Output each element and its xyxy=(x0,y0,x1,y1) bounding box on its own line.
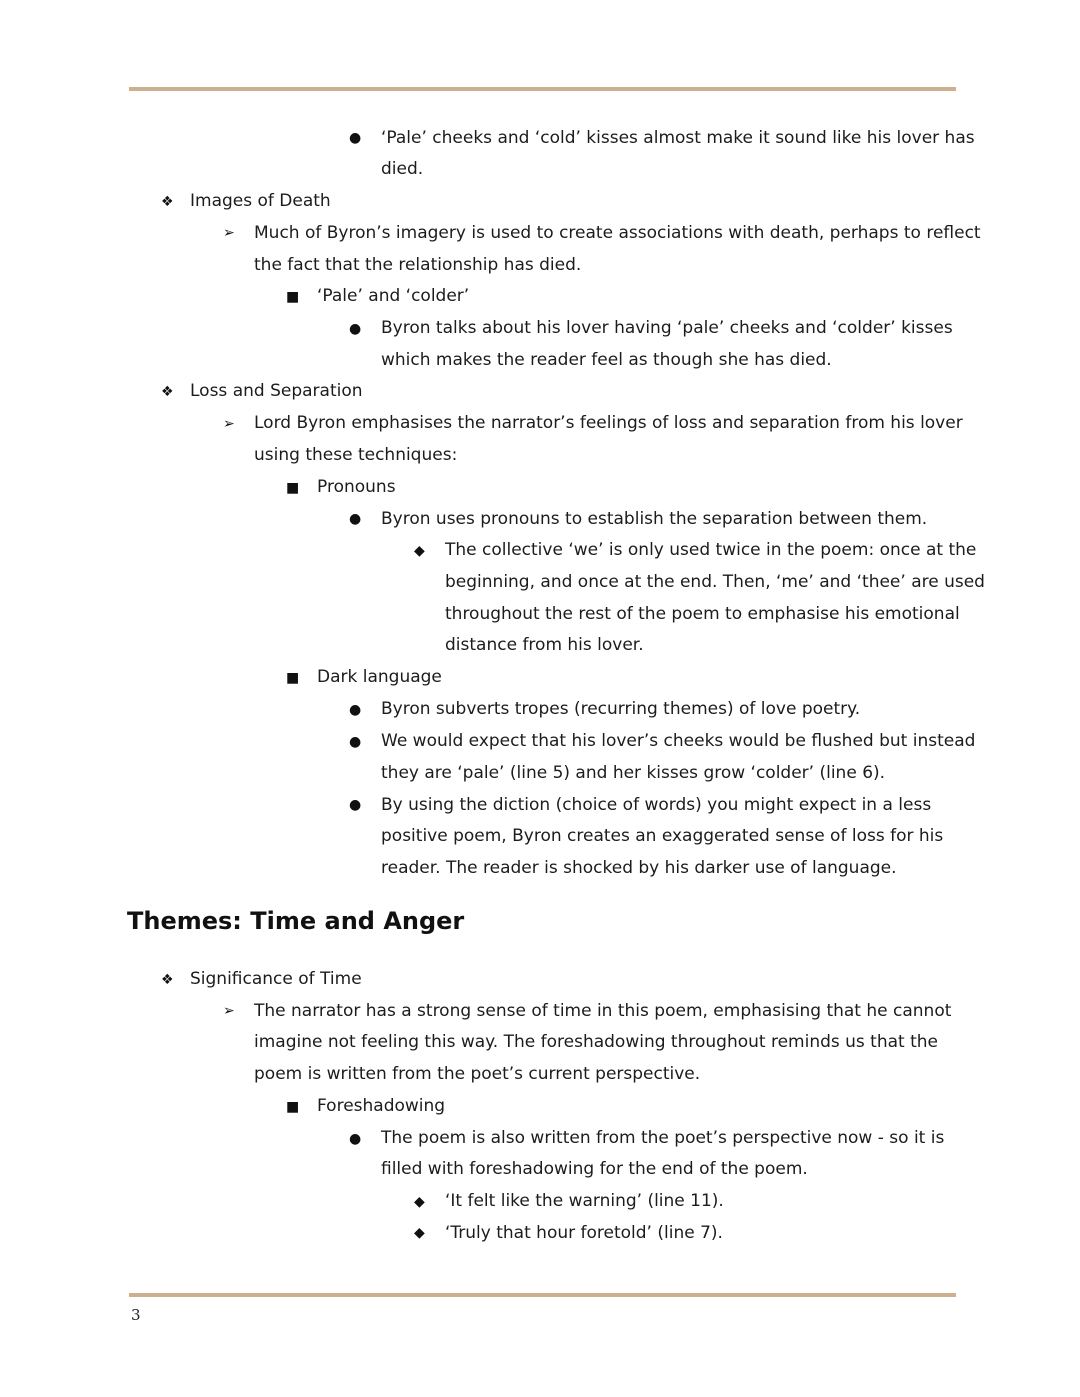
text-line: By using the diction (choice of words) you might expect in a less xyxy=(381,795,932,815)
diamond-bullet-icon: ◆ xyxy=(414,1194,425,1210)
circle-bullet-icon: ● xyxy=(349,321,362,337)
diamond-star-bullet-icon: ❖ xyxy=(161,384,174,400)
square-bullet-icon: ■ xyxy=(286,480,300,496)
square-bullet-icon: ■ xyxy=(286,289,300,305)
text-line: The collective ‘we’ is only used twice in the poem: once at the xyxy=(445,540,977,560)
square-bullet-icon: ■ xyxy=(286,670,300,686)
text-line: imagine not feeling this way. The foreshadowing throughout reminds us that the xyxy=(254,1032,939,1052)
text-line: We would expect that his lover’s cheeks would be flushed but instead xyxy=(381,731,976,751)
text-line: reader. The reader is shocked by his darker use of language. xyxy=(381,858,897,878)
text-line: poem is written from the poet’s current perspective. xyxy=(254,1064,701,1084)
circle-bullet-icon: ● xyxy=(349,797,362,813)
text-line: the fact that the relationship has died. xyxy=(254,255,582,275)
circle-bullet-icon: ● xyxy=(349,511,362,527)
circle-bullet-icon: ● xyxy=(349,734,362,750)
square-bullet-icon: ■ xyxy=(286,1099,300,1115)
text-line: Lord Byron emphasises the narrator’s feelings of loss and separation from his lover xyxy=(254,413,963,433)
text-line: ‘Pale’ cheeks and ‘cold’ kisses almost make it sound like his lover has xyxy=(381,128,975,148)
subsection-title: Foreshadowing xyxy=(317,1096,446,1116)
text-line: filled with foreshadowing for the end of the poem. xyxy=(381,1159,808,1179)
circle-bullet-icon: ● xyxy=(349,702,362,718)
bottom-divider xyxy=(129,1293,956,1297)
subsection-title: ‘Pale’ and ‘colder’ xyxy=(317,286,470,306)
text-line: Byron uses pronouns to establish the separation between them. xyxy=(381,509,928,529)
section-title-significance-of-time: Significance of Time xyxy=(190,969,362,989)
text-line: Much of Byron’s imagery is used to create associations with death, perhaps to reflect xyxy=(254,223,981,243)
arrowhead-bullet-icon: ➢ xyxy=(223,416,235,432)
arrowhead-bullet-icon: ➢ xyxy=(223,225,235,241)
circle-bullet-icon: ● xyxy=(349,1131,362,1147)
text-line: which makes the reader feel as though she has died. xyxy=(381,350,832,370)
top-divider xyxy=(129,87,956,91)
text-line: Byron talks about his lover having ‘pale’ cheeks and ‘colder’ kisses xyxy=(381,318,953,338)
text-line: distance from his lover. xyxy=(445,635,644,655)
diamond-star-bullet-icon: ❖ xyxy=(161,972,174,988)
quote-line: ‘It felt like the warning’ (line 11). xyxy=(445,1191,724,1211)
text-line: died. xyxy=(381,159,424,179)
arrowhead-bullet-icon: ➢ xyxy=(223,1003,235,1019)
diamond-star-bullet-icon: ❖ xyxy=(161,194,174,210)
subsection-title: Dark language xyxy=(317,667,442,687)
text-line: The poem is also written from the poet’s perspective now - so it is xyxy=(381,1128,945,1148)
subsection-title: Pronouns xyxy=(317,477,396,497)
text-line: Byron subverts tropes (recurring themes) of love poetry. xyxy=(381,699,861,719)
page-number: 3 xyxy=(131,1306,141,1324)
section-heading: Themes: Time and Anger xyxy=(127,907,465,935)
text-line: they are ‘pale’ (line 5) and her kisses grow ‘colder’ (line 6). xyxy=(381,763,886,783)
quote-line: ‘Truly that hour foretold’ (line 7). xyxy=(445,1223,723,1243)
text-line: The narrator has a strong sense of time in this poem, emphasising that he cannot xyxy=(254,1001,952,1021)
section-title-loss-and-separation: Loss and Separation xyxy=(190,381,363,401)
text-line: using these techniques: xyxy=(254,445,458,465)
section-title-images-of-death: Images of Death xyxy=(190,191,331,211)
circle-bullet-icon: ● xyxy=(349,130,362,146)
text-line: throughout the rest of the poem to emphasise his emotional xyxy=(445,604,960,624)
text-line: positive poem, Byron creates an exaggerated sense of loss for his xyxy=(381,826,944,846)
diamond-bullet-icon: ◆ xyxy=(414,1225,425,1241)
text-line: beginning, and once at the end. Then, ‘me’ and ‘thee’ are used xyxy=(445,572,985,592)
diamond-bullet-icon: ◆ xyxy=(414,543,425,559)
